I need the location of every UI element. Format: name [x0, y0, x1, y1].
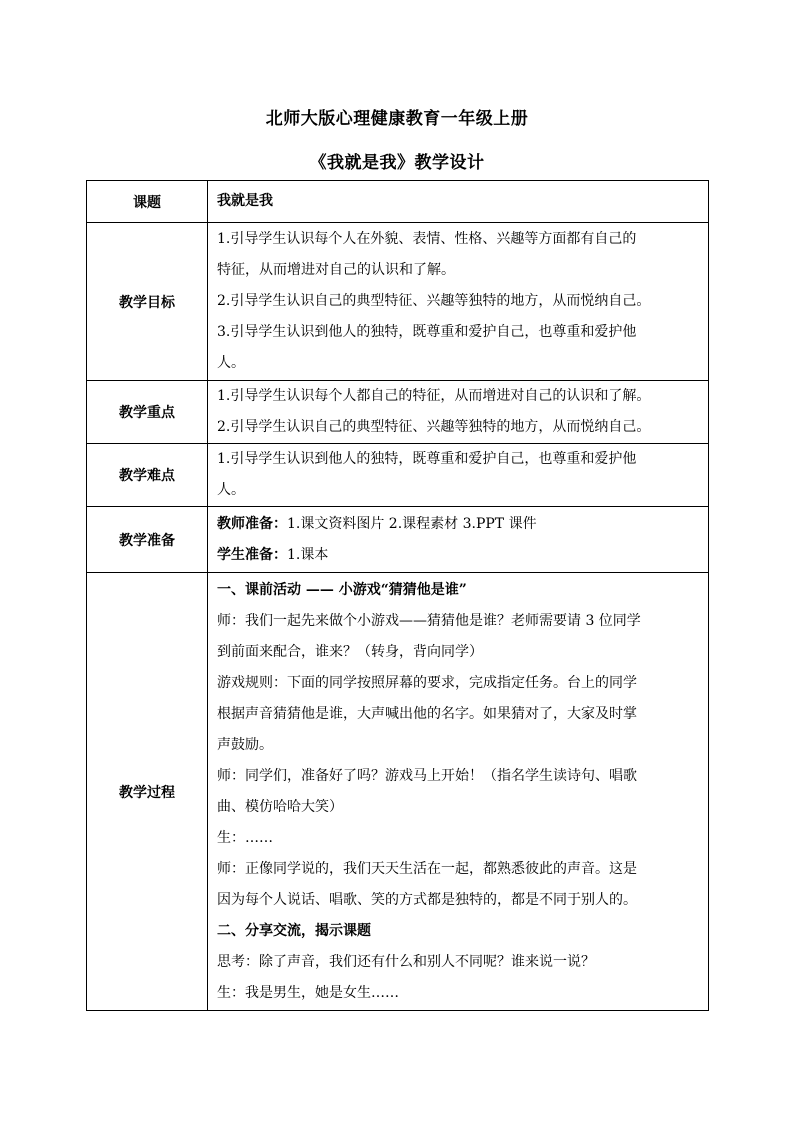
key-points-line: 1.引导学生认识每个人都自己的特征，从而增进对自己的认识和了解。 [217, 388, 651, 404]
lesson-plan-table [86, 180, 709, 1011]
goals-line: 3.引导学生认识到他人的独特，既尊重和爱护自己，也尊重和爱护他 [217, 324, 637, 340]
document-subtitle: 《我就是我》教学设计 [309, 153, 485, 173]
process-content [208, 573, 709, 1011]
topic-label: 课题 [87, 181, 208, 223]
process-line: 到前面来配合，谁来？（转身，背向同学） [217, 643, 483, 660]
key-points-label: 教学重点 [87, 381, 208, 444]
goals-label: 教学目标 [87, 223, 208, 381]
row-preparation [87, 507, 709, 573]
goals-line: 2.引导学生认识自己的典型特征、兴趣等独特的地方，从而悦纳自己。 [217, 293, 651, 309]
key-points-line: 2.引导学生认识自己的典型特征、兴趣等独特的地方，从而悦纳自己。 [217, 419, 651, 435]
row-difficulties [87, 444, 709, 507]
row-topic [87, 181, 709, 223]
goals-line: 1.引导学生认识每个人在外貌、表情、性格、兴趣等方面都有自己的 [217, 231, 637, 247]
difficulties-line: 1.引导学生认识到他人的独特，既尊重和爱护自己，也尊重和爱护他 [217, 451, 637, 467]
key-points-content [208, 381, 709, 444]
process-line: 游戏规则：下面的同学按照屏幕的要求，完成指定任务。台上的同学 [217, 674, 637, 691]
teacher-prep-line [217, 509, 702, 540]
process-line: 师：同学们，准备好了吗？游戏马上开始！（指名学生读诗句、唱歌 [217, 767, 637, 784]
process-line: 根据声音猜猜他是谁，大声喊出他的名字。如果猜对了，大家及时掌 [217, 705, 637, 722]
goals-line: 特征，从而增进对自己的认识和了解。 [217, 262, 455, 278]
goals-line: 人。 [217, 355, 245, 371]
process-line: 生：我是男生，她是女生…… [217, 984, 399, 1001]
difficulties-label: 教学难点 [87, 444, 208, 507]
row-key-points [87, 381, 709, 444]
process-line: 生：…… [217, 829, 273, 846]
process-line: 因为每个人说话、唱歌、笑的方式都是独特的，都是不同于别人的。 [217, 891, 637, 908]
process-section-heading: 一、课前活动 —— 小游戏“猜猜他是谁” [217, 581, 467, 598]
goals-content [208, 223, 709, 381]
process-line: 声鼓励。 [217, 736, 273, 753]
process-line: 师：我们一起先来做个小游戏——猜猜他是谁？老师需要请 3 位同学 [217, 612, 641, 629]
difficulties-content [208, 444, 709, 507]
student-prep-label: 学生准备： [217, 546, 287, 563]
document-title: 北师大版心理健康教育一年级上册 [265, 109, 529, 129]
teacher-prep-label: 教师准备： [217, 515, 287, 532]
process-line: 师：正像同学说的，我们天天生活在一起，都熟悉彼此的声音。这是 [217, 860, 637, 877]
student-prep-value: 1.课本 [287, 546, 329, 563]
row-process [87, 573, 709, 1011]
preparation-label: 教学准备 [87, 507, 208, 573]
preparation-content [208, 507, 709, 573]
difficulties-line: 人。 [217, 482, 245, 498]
process-line: 思考：除了声音，我们还有什么和别人不同呢？谁来说一说？ [217, 953, 595, 970]
process-label: 教学过程 [87, 573, 208, 1011]
process-line: 曲、模仿哈哈大笑） [217, 798, 343, 815]
process-section-heading: 二、分享交流，揭示课题 [217, 922, 371, 939]
topic-value: 我就是我 [208, 181, 709, 223]
teacher-prep-value: 1.课文资料图片 2.课程素材 3.PPT 课件 [287, 515, 537, 532]
row-goals [87, 223, 709, 381]
student-prep-line [217, 540, 702, 571]
